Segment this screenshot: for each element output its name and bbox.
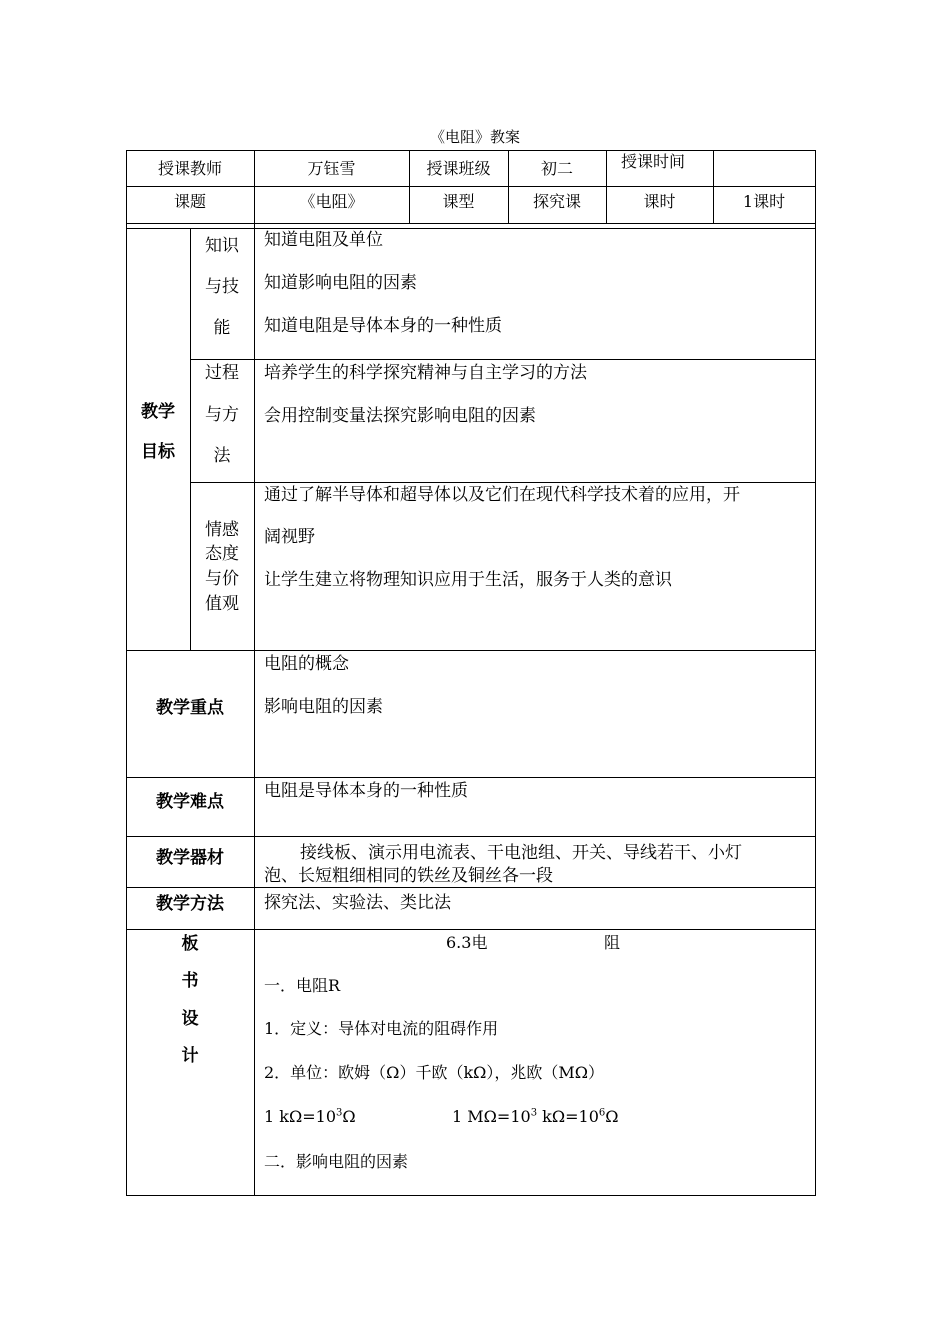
knowledge-label-1: 知识 [205, 236, 239, 256]
teacher-label: 授课教师 [157, 159, 222, 178]
process-label-3: 法 [213, 446, 231, 466]
difficulties-line-1: 电阻是导体本身的一种性质 [264, 781, 468, 801]
topic-value: 《电阻》 [299, 192, 364, 211]
board-heading-left: 6.3电 [446, 933, 488, 952]
board-heading-right: 阻 [604, 933, 621, 952]
topic-label: 课题 [173, 192, 206, 211]
process-line-1: 培养学生的科学探究精神与自主学习的方法 [264, 363, 587, 383]
document-title: 《电阻》教案 [429, 128, 520, 146]
board-label-3: 设 [181, 1009, 199, 1029]
key-points-label: 教学重点 [156, 698, 224, 718]
equipment-line-2: 泡、长短粗细相同的铁丝及铜丝各一段 [264, 866, 553, 886]
emotion-line-3: 让学生建立将物理知识应用于生活，服务于人类的意识 [264, 570, 672, 590]
type-value: 探究课 [532, 192, 581, 211]
methods-text: 探究法、实验法、类比法 [264, 893, 451, 913]
board-section-2: 二．影响电阻的因素 [264, 1152, 409, 1171]
board-section-1: 一．电阻R [264, 976, 341, 995]
equipment-line-1: 接线板、演示用电流表、干电池组、开关、导线若干、小灯 [300, 843, 742, 863]
board-item-2: 2．单位：欧姆（Ω）千欧（kΩ），兆欧（MΩ） [264, 1063, 605, 1082]
class-label: 授课班级 [426, 159, 491, 178]
board-label-2: 书 [181, 971, 199, 991]
knowledge-label-2: 与技 [205, 277, 239, 297]
difficulties-label: 教学难点 [156, 792, 224, 812]
process-label-2: 与方 [205, 405, 239, 425]
class-value: 初二 [540, 159, 573, 178]
board-label-4: 计 [181, 1046, 199, 1066]
knowledge-line-2: 知道影响电阻的因素 [264, 273, 417, 293]
time-label: 授课时间 [620, 152, 685, 171]
equipment-label: 教学器材 [156, 848, 224, 868]
board-item-1: 1．定义：导体对电流的阻碍作用 [264, 1019, 499, 1038]
key-points-line-1: 电阻的概念 [264, 654, 349, 674]
goals-label-line1: 教学 [141, 402, 175, 422]
teacher-value: 万钰雪 [307, 159, 356, 178]
board-conversion-1: 1 $k\Omega=10^3\Omega$ [264, 1107, 356, 1126]
emotion-line-2: 阔视野 [264, 527, 315, 547]
goals-label-line2: 目标 [141, 442, 175, 462]
key-points-line-2: 影响电阻的因素 [264, 697, 383, 717]
knowledge-line-3: 知道电阻是导体本身的一种性质 [264, 316, 502, 336]
type-label: 课型 [442, 192, 475, 211]
process-label-1: 过程 [205, 363, 239, 383]
board-label-1: 板 [181, 934, 199, 954]
emotion-label-2: 态度 [205, 544, 239, 564]
emotion-label-4: 值观 [205, 594, 239, 614]
board-conversion-2: 1 $M\Omega=10^3$ $k\Omega=10^6\Omega$ [452, 1107, 619, 1126]
hours-label: 课时 [643, 192, 676, 211]
knowledge-label-3: 能 [213, 318, 231, 338]
methods-label: 教学方法 [156, 894, 224, 914]
emotion-label-1: 情感 [205, 520, 239, 540]
knowledge-line-1: 知道电阻及单位 [264, 230, 383, 250]
emotion-line-1: 通过了解半导体和超导体以及它们在现代科学技术着的应用，开 [264, 485, 740, 505]
emotion-label-3: 与价 [205, 569, 239, 589]
process-line-2: 会用控制变量法探究影响电阻的因素 [264, 406, 536, 426]
hours-value: 1课时 [742, 192, 786, 211]
